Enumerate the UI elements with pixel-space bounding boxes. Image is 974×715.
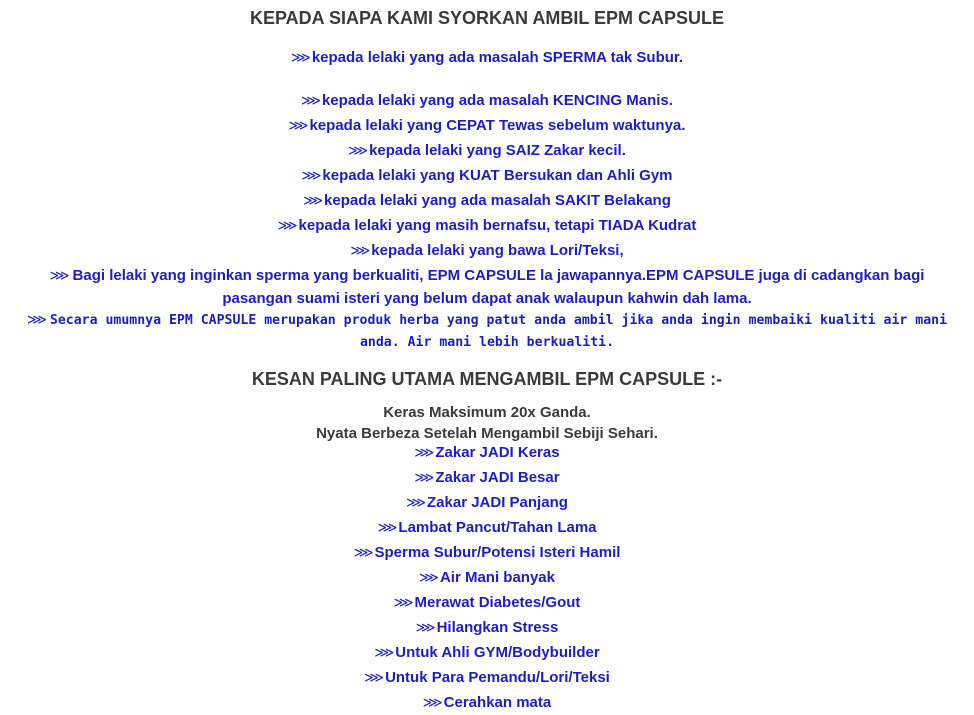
triple-arrow-icon: ⋙ xyxy=(364,670,382,686)
list-item: ⋙ kepada lelaki yang bawa Lori/Teksi, xyxy=(350,242,624,259)
list-item: ⋙ kepada lelaki yang ada masalah KENCING Manis. xyxy=(301,92,673,109)
triple-arrow-icon: ⋙ xyxy=(303,193,321,209)
triple-arrow-icon: ⋙ xyxy=(49,268,67,284)
subtitle-keras: Keras Maksimum 20x Ganda. xyxy=(383,404,591,421)
list-item: ⋙ Merawat Diabetes/Gout xyxy=(393,594,581,611)
list-item: ⋙ kepada lelaki yang KUAT Bersukan dan Ahli Gym xyxy=(301,167,673,184)
triple-arrow-icon: ⋙ xyxy=(374,645,392,661)
list-item: ⋙ Air Mani banyak xyxy=(419,569,555,586)
triple-arrow-icon: ⋙ xyxy=(422,695,440,711)
paragraph-umumnya: ⋙ Secara umumnya EPM CAPSULE merupakan produk herba yang patut anda ambil jika anda ingin membaiki kualiti air mani anda. Air mani lebih berkualiti. xyxy=(26,312,948,350)
triple-arrow-icon: ⋙ xyxy=(350,243,368,259)
triple-arrow-icon: ⋙ xyxy=(415,620,433,636)
list-item: ⋙ Sperma Subur/Potensi Isteri Hamil xyxy=(353,544,621,561)
triple-arrow-icon: ⋙ xyxy=(414,445,432,461)
section-2-title: KESAN PALING UTAMA MENGAMBIL EPM CAPSULE :- xyxy=(251,369,723,389)
list-item: ⋙ Zakar JADI Panjang xyxy=(406,494,568,511)
triple-arrow-icon: ⋙ xyxy=(26,312,44,328)
section-1-title: KEPADA SIAPA KAMI SYORKAN AMBIL EPM CAPSULE xyxy=(249,8,725,28)
list-item: ⋙ Hilangkan Stress xyxy=(415,619,559,636)
list-item: ⋙ Lambat Pancut/Tahan Lama xyxy=(377,519,597,536)
triple-arrow-icon: ⋙ xyxy=(277,218,295,234)
triple-arrow-icon: ⋙ xyxy=(353,545,371,561)
triple-arrow-icon: ⋙ xyxy=(348,143,366,159)
triple-arrow-icon: ⋙ xyxy=(301,93,318,109)
triple-arrow-icon: ⋙ xyxy=(377,520,395,536)
triple-arrow-icon: ⋙ xyxy=(290,50,308,66)
triple-arrow-icon: ⋙ xyxy=(301,168,319,184)
list-item: ⋙ kepada lelaki yang SAIZ Zakar kecil. xyxy=(348,142,626,159)
list-item: ⋙ Zakar JADI Besar xyxy=(414,469,560,486)
list-item: ⋙ Untuk Para Pemandu/Lori/Teksi xyxy=(364,669,610,686)
list-item: ⋙ Zakar JADI Keras xyxy=(414,444,560,461)
list-item: ⋙ Untuk Ahli GYM/Bodybuilder xyxy=(374,644,600,661)
triple-arrow-icon: ⋙ xyxy=(288,118,306,134)
list-item: ⋙ kepada lelaki yang ada masalah SPERMA tak Subur. xyxy=(290,49,684,66)
subtitle-nyata: Nyata Berbeza Setelah Mengambil Sebiji Sehari. xyxy=(316,425,658,442)
triple-arrow-icon: ⋙ xyxy=(393,595,411,611)
triple-arrow-icon: ⋙ xyxy=(406,495,424,511)
triple-arrow-icon: ⋙ xyxy=(419,570,436,586)
list-item: ⋙ kepada lelaki yang masih bernafsu, tetapi TIADA Kudrat xyxy=(277,217,697,234)
list-item: ⋙ Cerahkan mata xyxy=(422,694,552,711)
triple-arrow-icon: ⋙ xyxy=(414,470,432,486)
list-item: ⋙ kepada lelaki yang ada masalah SAKIT Belakang xyxy=(303,192,671,209)
paragraph-sperma: ⋙ Bagi lelaki yang inginkan sperma yang berkualiti, EPM CAPSULE la jawapannya.EPM CAPSULE juga di cadangkan bagi pasangan suami isteri yang belum dapat anak walaupun kahwin dah lama. xyxy=(49,267,925,307)
list-item: ⋙ kepada lelaki yang CEPAT Tewas sebelum waktunya. xyxy=(288,117,686,134)
